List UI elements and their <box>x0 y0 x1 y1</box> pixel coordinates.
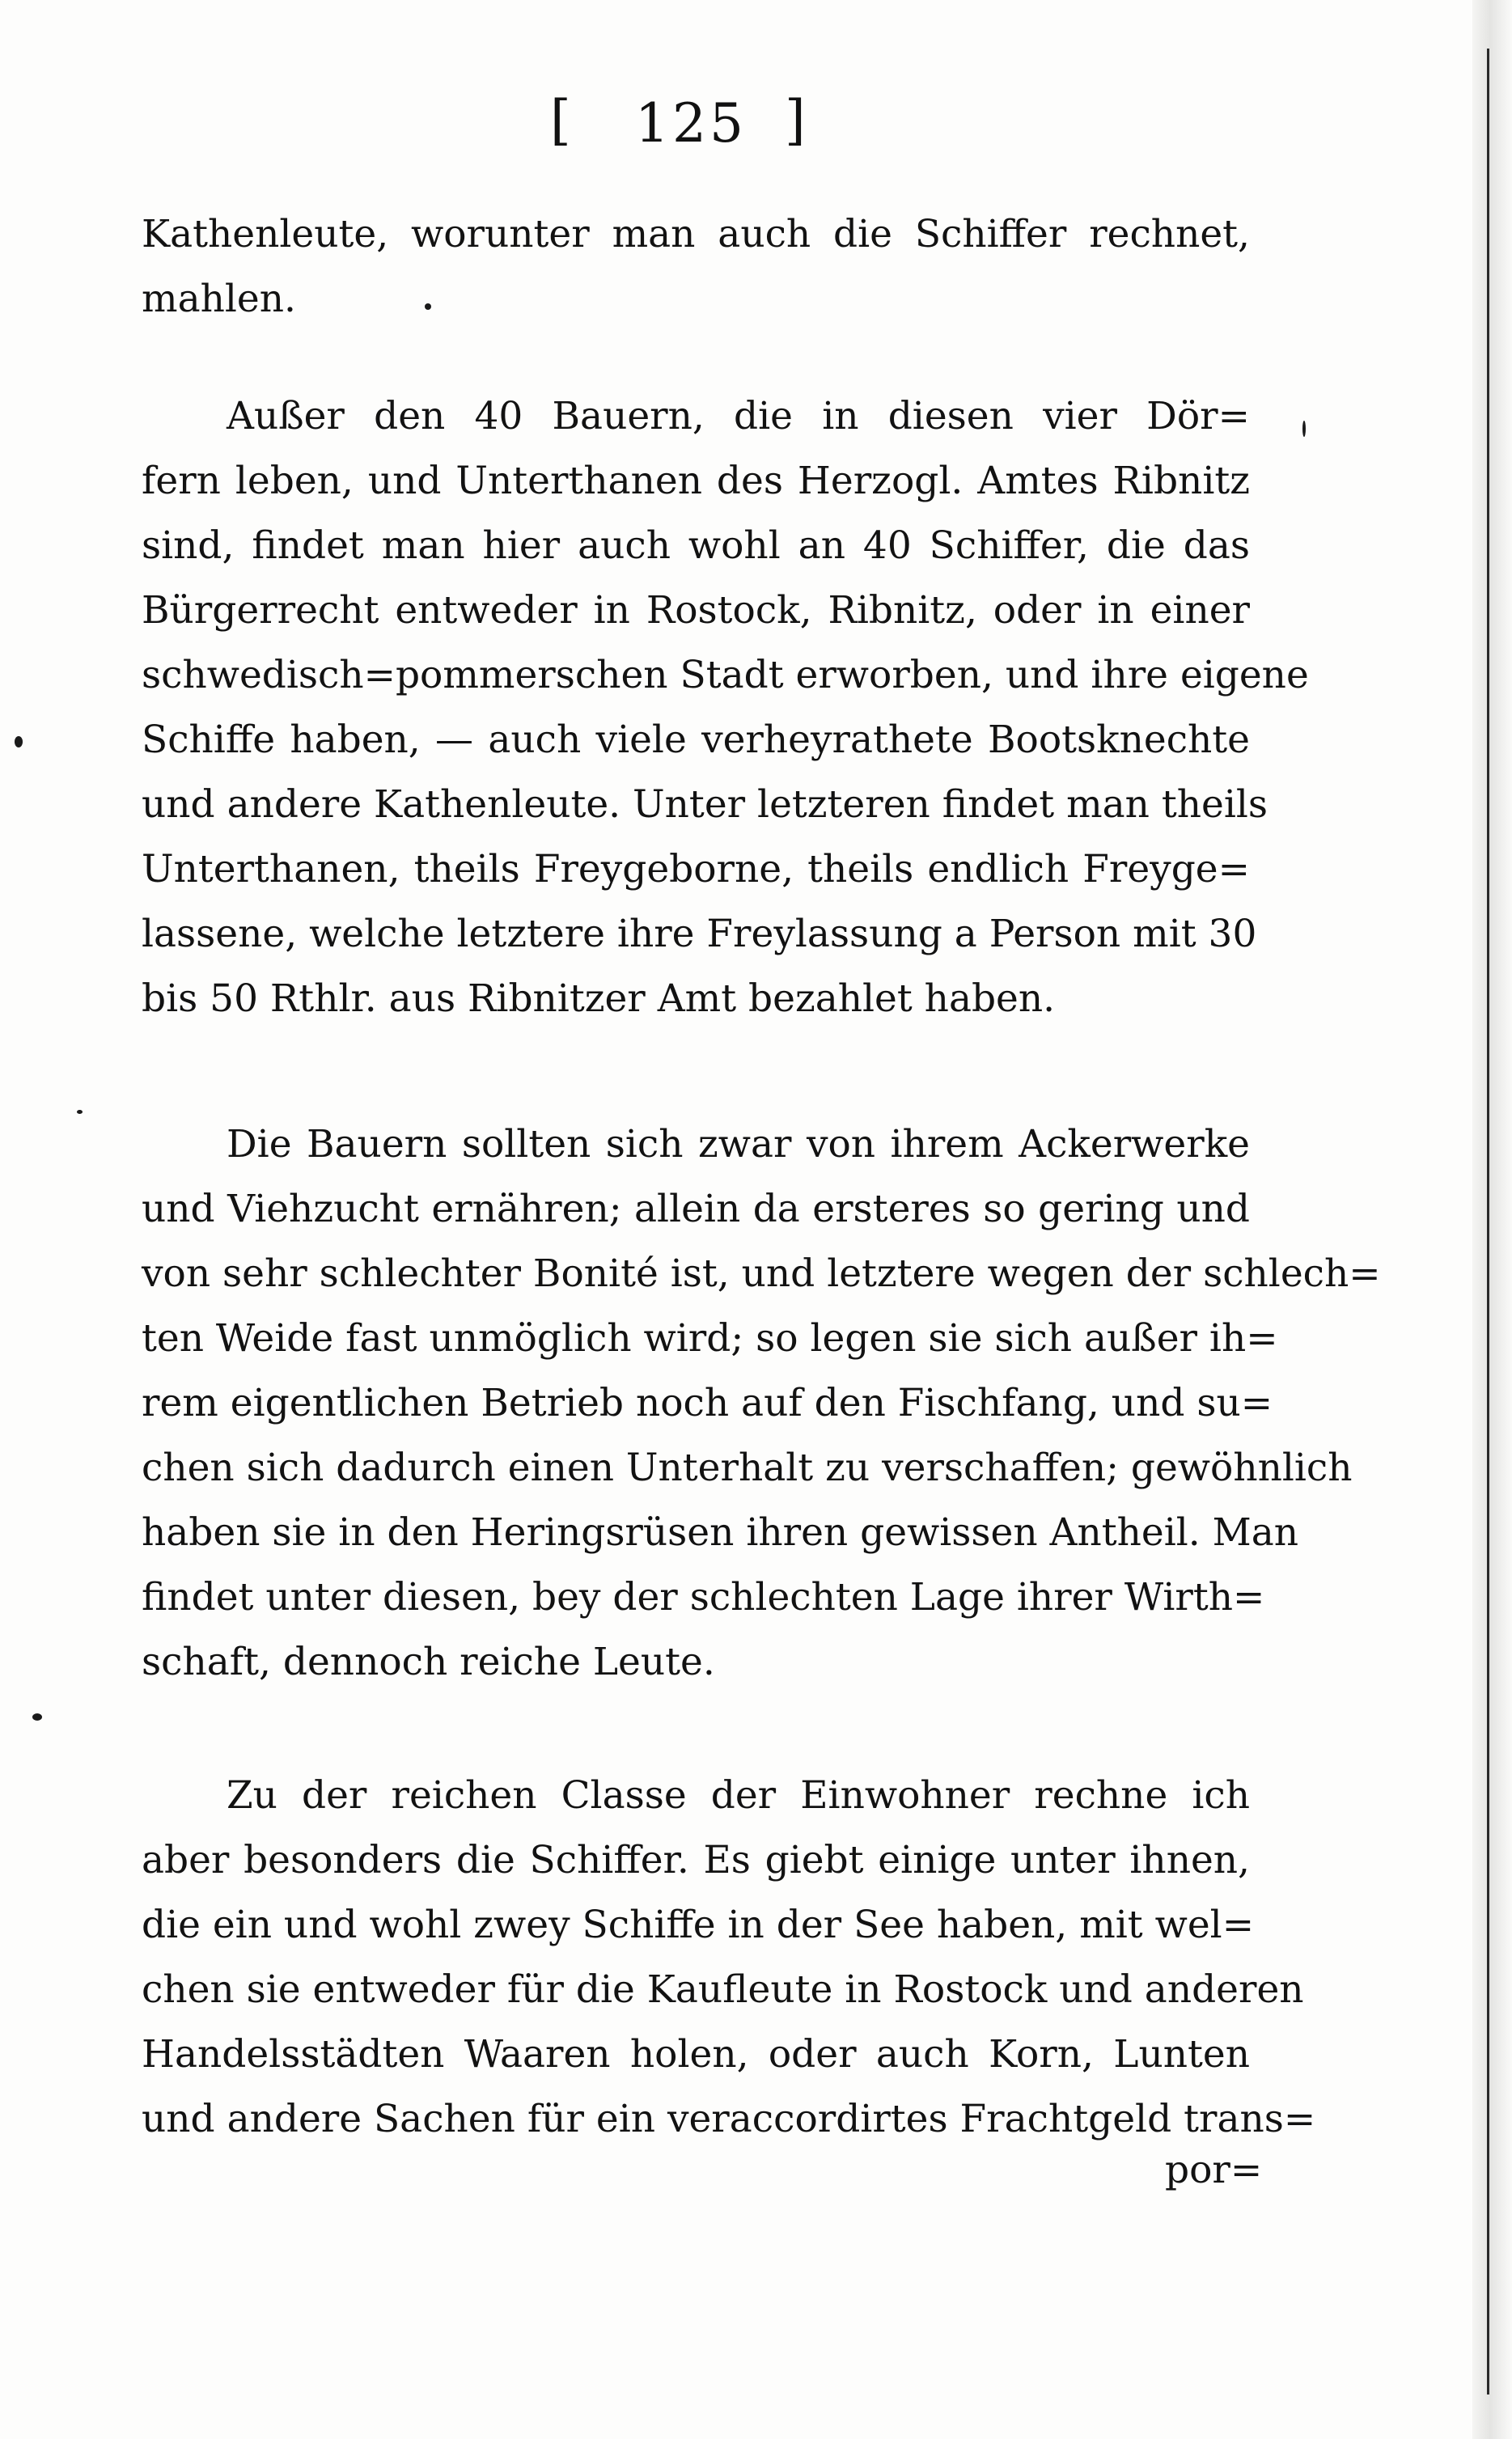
text-line: schwedisch=pommerschen Stadt erworben, und ihre eigene <box>142 653 1309 697</box>
text-line: und andere Sachen für ein veraccordirtes Frachtgeld trans= <box>142 2097 1316 2141</box>
text-line: und andere Kathenleute. Unter letzteren findet man theils <box>142 782 1268 827</box>
text-line: bis 50 Rthlr. aus Ribnitzer Amt bezahlet haben. <box>142 976 1056 1021</box>
text-line: fern leben, und Unterthanen des Herzogl. Amtes Ribnitz <box>142 459 1250 503</box>
text-line: und Viehzucht ernähren; allein da ersteres so gering und <box>142 1187 1250 1231</box>
page-edge-line <box>1487 49 1489 2395</box>
paragraph-3 <box>142 1112 1381 1695</box>
text-line: Unterthanen, theils Freygeborne, theils endlich Freyge= <box>142 847 1250 891</box>
paragraph-2 <box>142 384 1309 1031</box>
catchword: por= <box>1165 2148 1263 2192</box>
text-line: mahlen. <box>142 277 296 321</box>
text-line: Kathenleute, worunter man auch die Schiffer rechnet, <box>142 212 1250 256</box>
text-line: chen sie entweder für die Kaufleute in Rostock und anderen <box>142 1967 1304 2012</box>
page-header <box>550 89 809 170</box>
text-line: Handelsstädten Waaren holen, oder auch Korn, Lunten <box>142 2032 1250 2077</box>
text-line: schaft, dennoch reiche Leute. <box>142 1640 715 1684</box>
text-line: von sehr schlechter Bonité ist, und letztere wegen der schlech= <box>142 1251 1381 1296</box>
text-line: sind, findet man hier auch wohl an 40 Schiffer, die das <box>142 523 1250 568</box>
text-line: Zu der reichen Classe der Einwohner rechne ich <box>227 1773 1250 1818</box>
text-line: haben sie in den Heringsrüsen ihren gewissen Antheil. Man <box>142 1510 1299 1555</box>
header-bracket-right: ] <box>785 89 806 151</box>
ink-speck <box>425 303 431 310</box>
text-line: chen sich dadurch einen Unterhalt zu verschaffen; gewöhnlich <box>142 1446 1353 1490</box>
text-line: findet unter diesen, bey der schlechten Lage ihrer Wirth= <box>142 1575 1265 1620</box>
text-line: ten Weide fast unmöglich wird; so legen sie sich außer ih= <box>142 1316 1278 1361</box>
paragraph-4 <box>142 1764 1316 2152</box>
header-bracket-left: [ <box>550 89 571 151</box>
ink-speck <box>77 1110 83 1114</box>
text-line: rem eigentlichen Betrieb noch auf den Fischfang, und su= <box>142 1381 1273 1425</box>
text-line: Schiffe haben, — auch viele verheyrathete Bootsknechte <box>142 718 1250 762</box>
text-line: die ein und wohl zwey Schiffe in der See haben, mit wel= <box>142 1903 1255 1947</box>
paragraph-1 <box>142 202 1250 332</box>
text-line: Die Bauern sollten sich zwar von ihrem Ackerwerke <box>227 1122 1250 1167</box>
text-line: aber besonders die Schiffer. Es giebt einige unter ihnen, <box>142 1838 1250 1882</box>
ink-speck <box>15 736 23 747</box>
text-line: Außer den 40 Bauern, die in diesen vier Dör= <box>227 394 1250 438</box>
text-line: lassene, welche letztere ihre Freylassung a Person mit 30 <box>142 912 1257 956</box>
ink-speck <box>32 1713 42 1721</box>
ink-speck <box>1302 421 1306 437</box>
text-line: Bürgerrecht entweder in Rostock, Ribnitz, oder in einer <box>142 588 1250 633</box>
page-number: 125 <box>635 92 747 155</box>
page-edge-shadow <box>1472 0 1512 2439</box>
